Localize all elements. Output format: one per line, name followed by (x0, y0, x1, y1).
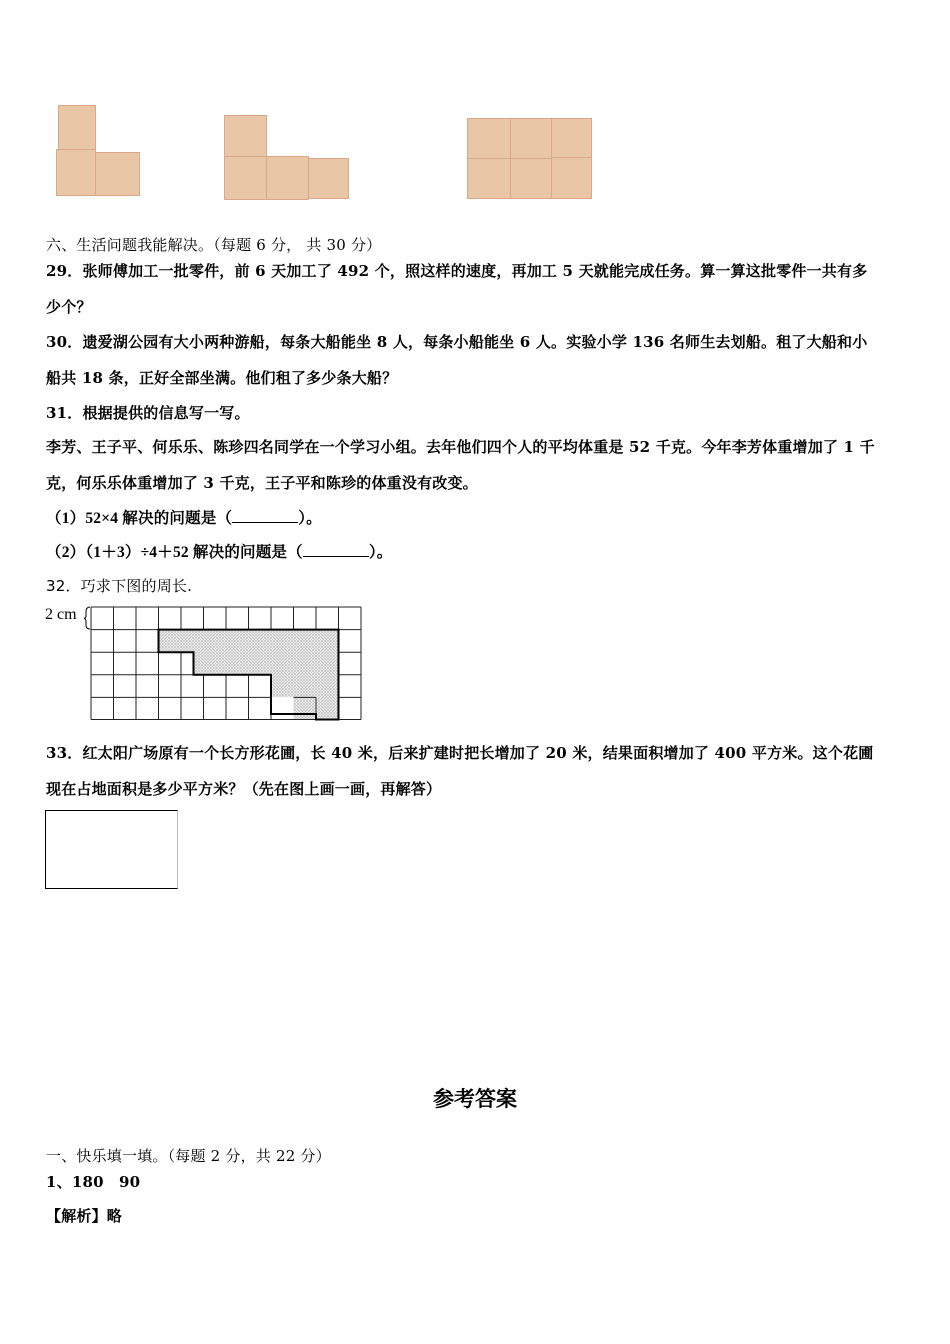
answers-section-heading: 一、快乐填一填。（每题 2 分，共 22 分） (46, 1147, 331, 1165)
sub1-prefix: （1）52×4 解决的问题是（ (46, 510, 233, 527)
square (510, 158, 552, 199)
question-29-line1: 29．张师傅加工一批零件，前 6 天加工了 492 个，照这样的速度，再加工 5 天就能完成任务。算一算这批零件一共有多 (46, 262, 868, 280)
scale-label: 2 cm (45, 606, 77, 623)
question-30-line2: 船共 18 条，正好全部坐满。他们租了多少条大船？ (46, 369, 398, 387)
question-31-line2: 克，何乐乐体重增加了 3 千克，王子平和陈珍的体重没有改变。 (46, 474, 478, 492)
section-heading: 六、生活问题我能解决。（每题 6 分， 共 30 分） (46, 236, 382, 254)
question-30-line1: 30．遗爱湖公园有大小两种游船，每条大船能坐 8 人，每条小船能坐 6 人。实验小学 136 名师生去划船。租了大船和小 (46, 333, 868, 351)
answers-title: 参考答案 (433, 1087, 517, 1111)
sub1-suffix: ）。 (298, 510, 322, 527)
square (510, 118, 552, 160)
question-33-line1: 33．红太阳广场原有一个长方形花圃，长 40 米，后来扩建时把长增加了 20 米，结果面积增加了 400 平方米。这个花圃 (46, 744, 874, 762)
question-31-title: 31．根据提供的信息写一写。 (46, 404, 250, 422)
rectangle-drawing-area[interactable] (45, 810, 178, 889)
perimeter-grid-figure (84, 604, 366, 722)
square (467, 158, 511, 199)
question-29-line2: 少个？ (46, 298, 92, 316)
square (58, 105, 96, 150)
answer-analysis: 【解析】略 (46, 1207, 123, 1225)
square (551, 157, 592, 199)
question-31-sub2 (46, 542, 393, 563)
square (56, 149, 96, 196)
question-33-line2: 现在占地面积是多少平方米？（先在图上画一画，再解答） (46, 780, 442, 798)
square (551, 118, 592, 159)
question-32-title: 32．巧求下图的周长. (46, 577, 193, 595)
question-31-sub1 (46, 508, 322, 529)
square (95, 152, 140, 196)
square (266, 156, 309, 200)
square (308, 158, 349, 199)
square (224, 156, 267, 200)
sub2-suffix: ）。 (368, 544, 393, 561)
answer-blank[interactable] (303, 542, 369, 557)
square (467, 118, 511, 159)
answer-blank[interactable] (232, 508, 298, 523)
question-31-line1: 李芳、王子平、何乐乐、陈珍四名同学在一个学习小组。去年他们四个人的平均体重是 52 千克。今年李芳体重增加了 1 千 (46, 438, 875, 456)
sub2-prefix: （2）（1＋3）÷4＋52 解决的问题是（ (46, 544, 303, 561)
square (224, 115, 267, 157)
answer-1: 1、180 90 (46, 1173, 141, 1191)
